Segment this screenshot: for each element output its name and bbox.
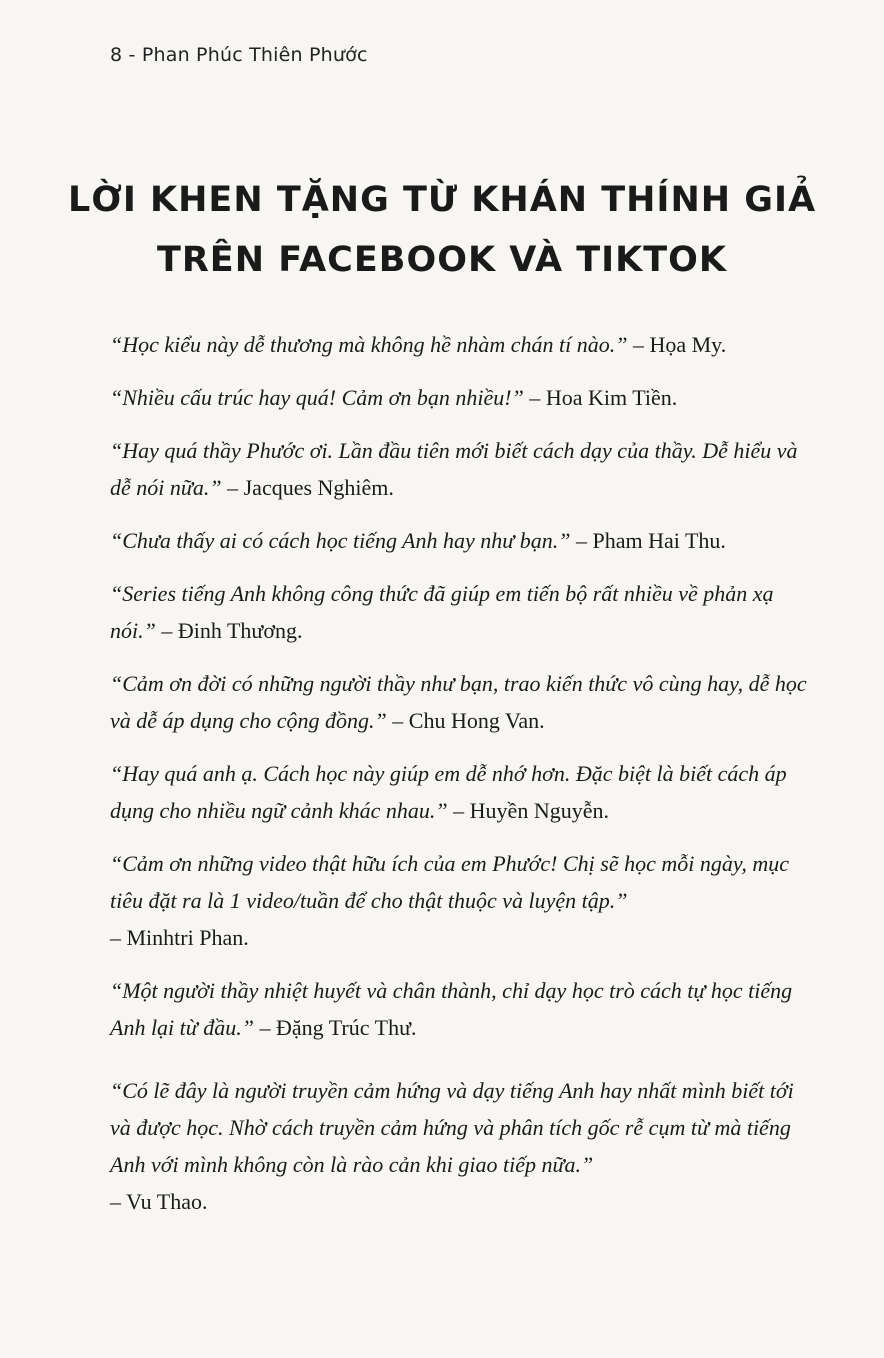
testimonial-author: Huyền Nguyễn.	[469, 798, 609, 823]
testimonial-author: Vu Thao.	[126, 1189, 208, 1214]
testimonial-quote: “Cảm ơn đời có những người thầy như bạn, trao kiến thức vô cùng hay, dễ học và dễ áp dụng cho cộng đồng.”	[110, 671, 807, 733]
author-separator: –	[155, 618, 178, 643]
testimonial-author: Pham Hai Thu.	[592, 528, 726, 553]
testimonial-8	[110, 845, 810, 956]
testimonial-6	[110, 665, 810, 739]
testimonial-7	[110, 755, 810, 829]
testimonial-quote: “Hay quá thầy Phước ơi. Lần đầu tiên mới biết cách dạy của thầy. Dễ hiểu và dễ nói nữa.”	[110, 438, 798, 500]
testimonial-4	[110, 522, 810, 559]
testimonial-author: Minhtri Phan.	[126, 925, 249, 950]
testimonial-quote: “Series tiếng Anh không công thức đã giúp em tiến bộ rất nhiều về phản xạ nói.”	[110, 581, 774, 643]
author-separator: –	[254, 1015, 277, 1040]
author-separator: –	[570, 528, 593, 553]
testimonial-9	[110, 972, 810, 1046]
testimonial-author: Jacques Nghiêm.	[243, 475, 394, 500]
author-separator: –	[221, 475, 244, 500]
testimonial-5	[110, 575, 810, 649]
author-separator: –	[523, 385, 546, 410]
chapter-title-line-1: LỜI KHEN TẶNG TỪ KHÁN THÍNH GIẢ	[67, 180, 817, 220]
testimonial-quote: “Cảm ơn những video thật hữu ích của em Phước! Chị sẽ học mỗi ngày, mục tiêu đặt ra là 1 video/tuần để cho thật thuộc và luyện tập.”	[110, 851, 790, 913]
author-separator: –	[627, 332, 650, 357]
testimonial-3	[110, 432, 810, 506]
testimonial-quote: “Nhiều cấu trúc hay quá! Cảm ơn bạn nhiều!”	[110, 385, 524, 410]
chapter-title-line-2: TRÊN FACEBOOK VÀ TIKTOK	[156, 240, 728, 280]
testimonial-quote: “Một người thầy nhiệt huyết và chân thành, chỉ dạy học trò cách tự học tiếng Anh lại từ đầu.”	[110, 978, 793, 1040]
running-header: 8 - Phan Phúc Thiên Phước	[110, 44, 368, 66]
testimonial-quote: “Có lẽ đây là người truyền cảm hứng và dạy tiếng Anh hay nhất mình biết tới và được học. Nhờ cách truyền cảm hứng và phân tích gốc rễ cụm từ mà tiếng Anh với mình không còn là rào cản khi giao tiếp nữa.”	[110, 1078, 794, 1177]
testimonial-quote: “Chưa thấy ai có cách học tiếng Anh hay như bạn.”	[110, 528, 571, 553]
chapter-title	[0, 170, 884, 290]
testimonial-quote: “Hay quá anh ạ. Cách học này giúp em dễ nhớ hơn. Đặc biệt là biết cách áp dụng cho nhiều ngữ cảnh khác nhau.”	[110, 761, 787, 823]
testimonial-2	[110, 379, 810, 416]
author-separator: –	[110, 925, 127, 950]
testimonial-author: Đặng Trúc Thư.	[276, 1015, 417, 1040]
testimonial-10	[110, 1072, 810, 1220]
testimonial-list	[110, 326, 810, 1236]
testimonial-author: Chu Hong Van.	[408, 708, 545, 733]
author-separator: –	[447, 798, 470, 823]
testimonial-quote: “Học kiểu này dễ thương mà không hề nhàm chán tí nào.”	[110, 332, 628, 357]
author-separator: –	[386, 708, 409, 733]
testimonial-author: Đinh Thương.	[177, 618, 303, 643]
testimonial-author: Hoa Kim Tiền.	[545, 385, 678, 410]
testimonial-author: Họa My.	[649, 332, 727, 357]
author-separator: –	[110, 1189, 127, 1214]
testimonial-1	[110, 326, 810, 363]
